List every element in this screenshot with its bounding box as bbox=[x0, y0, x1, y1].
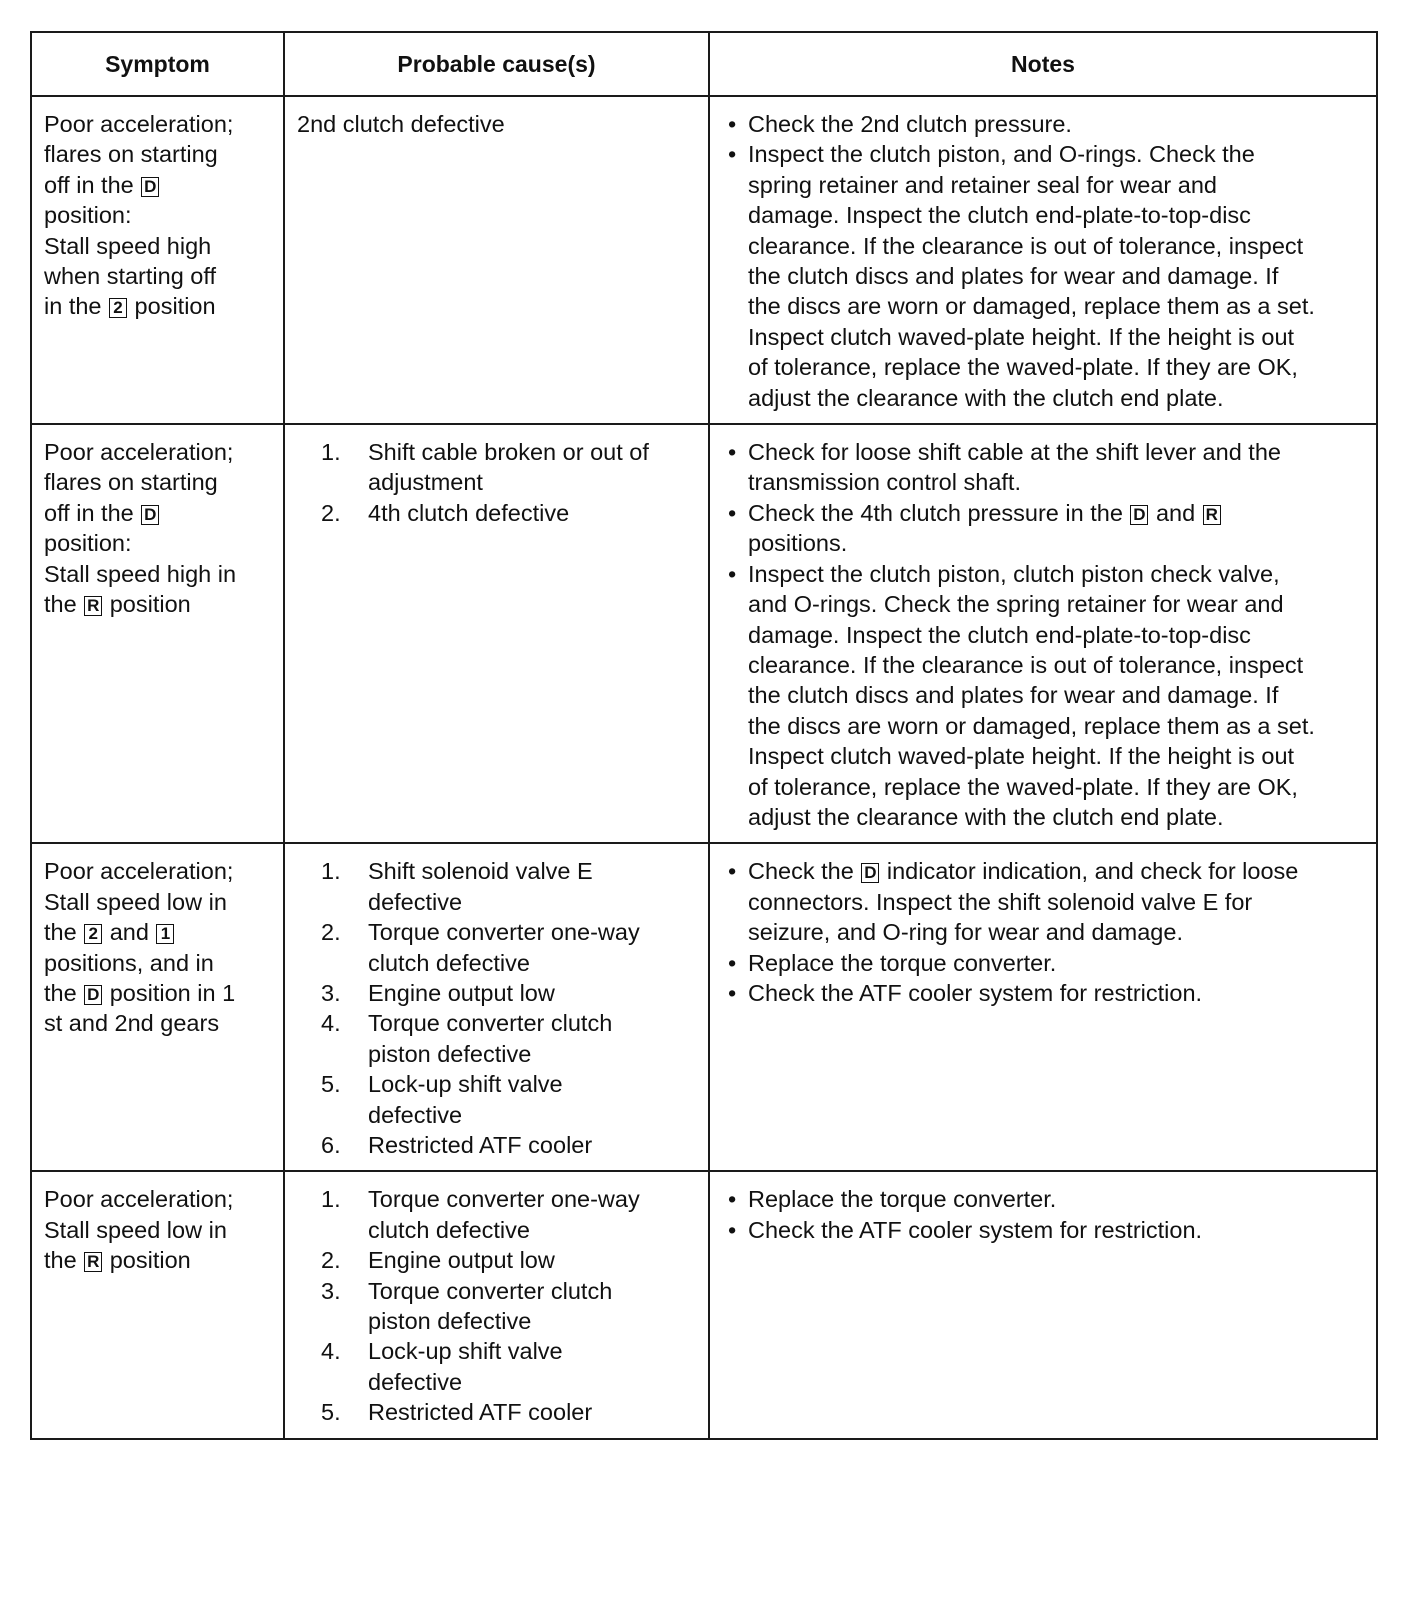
bullet-icon: • bbox=[728, 111, 737, 137]
cause-text bbox=[368, 1336, 698, 1397]
cause-number: 1. bbox=[321, 439, 341, 466]
text-line: st and 2nd gears bbox=[44, 1010, 220, 1037]
text-line: position: bbox=[44, 202, 132, 229]
probable-cause-cell bbox=[284, 424, 709, 843]
text-line: Poor acceleration; bbox=[44, 111, 234, 137]
text-line: clutch defective bbox=[368, 1216, 530, 1243]
cause-item bbox=[321, 1336, 698, 1397]
cause-text bbox=[368, 917, 698, 978]
text-line: the 2 and 1 bbox=[44, 917, 275, 947]
text-line: adjustment bbox=[368, 469, 483, 496]
cause-number: 5. bbox=[321, 1071, 341, 1098]
bullet-icon: • bbox=[728, 439, 737, 466]
text-line: Stall speed low in bbox=[44, 1216, 227, 1243]
symptom-cell bbox=[31, 424, 284, 843]
shift-position-key: D bbox=[141, 177, 159, 197]
cause-item bbox=[321, 498, 698, 528]
text-line: when starting off bbox=[44, 263, 217, 290]
cause-item bbox=[321, 978, 698, 1008]
symptom-cell bbox=[31, 96, 284, 424]
bullet-icon: • bbox=[728, 979, 737, 1006]
text-line: Check the 4th clutch pressure in the D and R bbox=[748, 498, 1366, 528]
text-line: of tolerance, replace the waved-plate. If they are OK, bbox=[748, 773, 1298, 800]
shift-position-key: 1 bbox=[156, 924, 174, 944]
note-item bbox=[724, 559, 1366, 833]
text-line: Torque converter clutch bbox=[368, 1277, 613, 1304]
note-text bbox=[748, 1215, 1366, 1245]
text-line: adjust the clearance with the clutch end plate. bbox=[748, 384, 1224, 411]
header-symptom: Symptom bbox=[31, 32, 284, 96]
text-line: damage. Inspect the clutch end-plate-to-top-disc bbox=[748, 202, 1251, 229]
text-line: off in the D bbox=[44, 170, 275, 200]
note-item bbox=[724, 978, 1366, 1008]
text-line: Torque converter one-way bbox=[368, 919, 640, 946]
text-line: Poor acceleration; bbox=[44, 439, 234, 466]
cause-number: 1. bbox=[321, 858, 341, 885]
text-line: of tolerance, replace the waved-plate. If they are OK, bbox=[748, 354, 1298, 381]
cause-text: 2nd clutch defective bbox=[297, 111, 505, 137]
cause-text bbox=[368, 498, 698, 528]
note-item bbox=[724, 856, 1366, 947]
text-line: flares on starting bbox=[44, 141, 218, 168]
table-row bbox=[31, 1171, 1377, 1438]
table-row bbox=[31, 424, 1377, 843]
text-line: Torque converter one-way bbox=[368, 1186, 640, 1213]
bullet-icon: • bbox=[728, 499, 737, 526]
cause-number: 2. bbox=[321, 919, 341, 946]
text-line: clearance. If the clearance is out of tolerance, inspect bbox=[748, 651, 1304, 678]
text-line: Check the 2nd clutch pressure. bbox=[748, 111, 1072, 137]
text-line: Replace the torque converter. bbox=[748, 949, 1057, 976]
note-item bbox=[724, 1215, 1366, 1245]
cause-number: 3. bbox=[321, 1277, 341, 1304]
text-line: positions. bbox=[748, 530, 848, 557]
note-text bbox=[748, 948, 1366, 978]
cause-text bbox=[368, 1397, 698, 1427]
cause-list bbox=[297, 856, 698, 1160]
notes-cell bbox=[709, 843, 1377, 1171]
cause-number: 2. bbox=[321, 499, 341, 526]
cause-text bbox=[368, 1008, 698, 1069]
text-line: Restricted ATF cooler bbox=[368, 1399, 593, 1426]
probable-cause-cell bbox=[284, 843, 709, 1171]
notes-list bbox=[724, 856, 1366, 1008]
note-text bbox=[748, 437, 1366, 498]
notes-list bbox=[724, 437, 1366, 832]
text-line: the R position bbox=[44, 591, 191, 618]
text-line: Poor acceleration; bbox=[44, 1186, 234, 1213]
bullet-icon: • bbox=[728, 949, 737, 976]
cause-text bbox=[368, 437, 698, 498]
text-line: Check the ATF cooler system for restriction. bbox=[748, 1216, 1203, 1243]
text-line: adjust the clearance with the clutch end plate. bbox=[748, 803, 1224, 830]
text-line: Shift solenoid valve E bbox=[368, 858, 593, 885]
cause-number: 4. bbox=[321, 1338, 341, 1365]
probable-cause-cell bbox=[284, 96, 709, 424]
text-line: Check the D indicator indication, and check for loose bbox=[748, 858, 1299, 885]
shift-position-key: R bbox=[84, 596, 102, 616]
cause-text bbox=[368, 1069, 698, 1130]
cause-number: 6. bbox=[321, 1132, 341, 1158]
note-text bbox=[748, 139, 1366, 413]
cause-item bbox=[321, 917, 698, 978]
text-line: Engine output low bbox=[368, 1247, 555, 1274]
text-line: Stall speed high in bbox=[44, 560, 237, 587]
text-line: Inspect clutch waved-plate height. If the height is out bbox=[748, 743, 1295, 770]
note-item bbox=[724, 1184, 1366, 1214]
text-line: damage. Inspect the clutch end-plate-to-top-disc bbox=[748, 621, 1251, 648]
cause-item bbox=[321, 1008, 698, 1069]
text-line: Check for loose shift cable at the shift lever and the bbox=[748, 439, 1281, 466]
cause-number: 4. bbox=[321, 1010, 341, 1037]
text-line: clutch defective bbox=[368, 949, 530, 976]
note-item bbox=[724, 139, 1366, 413]
text-line: Check the ATF cooler system for restriction. bbox=[748, 979, 1203, 1006]
cause-text bbox=[368, 1130, 698, 1160]
cause-number: 3. bbox=[321, 979, 341, 1006]
text-line: the clutch discs and plates for wear and damage. If bbox=[748, 263, 1279, 290]
text-line: clearance. If the clearance is out of tolerance, inspect bbox=[748, 232, 1304, 259]
cause-number: 1. bbox=[321, 1186, 341, 1213]
note-text bbox=[748, 559, 1366, 833]
text-line: Replace the torque converter. bbox=[748, 1186, 1057, 1213]
header-notes: Notes bbox=[709, 32, 1377, 96]
notes-list bbox=[724, 109, 1366, 413]
note-item bbox=[724, 948, 1366, 978]
bullet-icon: • bbox=[728, 1186, 737, 1213]
cause-item bbox=[321, 1397, 698, 1427]
bullet-icon: • bbox=[728, 1216, 737, 1243]
text-line: seizure, and O-ring for wear and damage. bbox=[748, 919, 1183, 946]
text-line: and O-rings. Check the spring retainer for wear and bbox=[748, 591, 1284, 618]
cause-list bbox=[297, 437, 698, 528]
table-row bbox=[31, 96, 1377, 424]
note-text bbox=[748, 109, 1366, 139]
notes-cell bbox=[709, 1171, 1377, 1438]
text-line: positions, and in bbox=[44, 949, 214, 976]
table-row bbox=[31, 843, 1377, 1171]
symptom-cell bbox=[31, 1171, 284, 1438]
text-line: off in the D bbox=[44, 498, 275, 528]
bullet-icon: • bbox=[728, 141, 737, 168]
note-item bbox=[724, 109, 1366, 139]
cause-item bbox=[321, 1245, 698, 1275]
cause-item bbox=[321, 856, 698, 917]
text-line: position: bbox=[44, 530, 132, 557]
text-line: Engine output low bbox=[368, 979, 555, 1006]
text-line: defective bbox=[368, 1101, 463, 1128]
note-item bbox=[724, 437, 1366, 498]
note-text bbox=[748, 498, 1366, 559]
cause-text bbox=[368, 1245, 698, 1275]
troubleshooting-table bbox=[30, 31, 1378, 1440]
text-line: the clutch discs and plates for wear and damage. If bbox=[748, 682, 1279, 709]
troubleshooting-sheet bbox=[30, 31, 1376, 1440]
text-line: Stall speed low in bbox=[44, 888, 227, 915]
text-line: the discs are worn or damaged, replace them as a set. bbox=[748, 712, 1315, 739]
text-line: Poor acceleration; bbox=[44, 858, 234, 885]
cause-text bbox=[368, 856, 698, 917]
text-line: Inspect the clutch piston, clutch piston check valve, bbox=[748, 560, 1280, 587]
text-line: Restricted ATF cooler bbox=[368, 1132, 593, 1158]
text-line: Torque converter clutch bbox=[368, 1010, 613, 1037]
cause-item bbox=[321, 1276, 698, 1337]
header-row bbox=[31, 32, 1377, 96]
text-line: Lock-up shift valve bbox=[368, 1071, 563, 1098]
text-line: the discs are worn or damaged, replace them as a set. bbox=[748, 293, 1315, 320]
text-line: Stall speed high bbox=[44, 232, 212, 259]
cause-item bbox=[321, 1184, 698, 1245]
text-line: connectors. Inspect the shift solenoid valve E for bbox=[748, 888, 1253, 915]
cause-number: 2. bbox=[321, 1247, 341, 1274]
cause-item bbox=[321, 1069, 698, 1130]
note-text bbox=[748, 1184, 1366, 1214]
probable-cause-cell bbox=[284, 1171, 709, 1438]
text-line: piston defective bbox=[368, 1308, 532, 1335]
shift-position-key: D bbox=[84, 985, 102, 1005]
shift-position-key: R bbox=[84, 1252, 102, 1272]
notes-cell bbox=[709, 424, 1377, 843]
cause-list bbox=[297, 1184, 698, 1427]
note-text bbox=[748, 856, 1366, 947]
notes-cell bbox=[709, 96, 1377, 424]
text-line: spring retainer and retainer seal for wear and bbox=[748, 171, 1217, 198]
cause-item bbox=[321, 1130, 698, 1160]
text-line: in the 2 position bbox=[44, 293, 216, 320]
shift-position-key: R bbox=[1203, 505, 1221, 525]
text-line: piston defective bbox=[368, 1040, 532, 1067]
text-line: Lock-up shift valve bbox=[368, 1338, 563, 1365]
text-line: Shift cable broken or out of bbox=[368, 439, 649, 466]
cause-text bbox=[368, 1276, 698, 1337]
cause-text bbox=[368, 1184, 698, 1245]
shift-position-key: 2 bbox=[109, 298, 127, 318]
text-line: 4th clutch defective bbox=[368, 499, 570, 526]
shift-position-key: D bbox=[861, 863, 879, 883]
symptom-cell bbox=[31, 843, 284, 1171]
text-line: flares on starting bbox=[44, 469, 218, 496]
bullet-icon: • bbox=[728, 560, 737, 587]
cause-text bbox=[368, 978, 698, 1008]
shift-position-key: D bbox=[1130, 505, 1148, 525]
cause-item bbox=[321, 437, 698, 498]
header-probable-cause: Probable cause(s) bbox=[284, 32, 709, 96]
text-line: defective bbox=[368, 1368, 463, 1395]
table-body bbox=[31, 96, 1377, 1439]
text-line: transmission control shaft. bbox=[748, 469, 1021, 496]
shift-position-key: 2 bbox=[84, 924, 102, 944]
cause-number: 5. bbox=[321, 1399, 341, 1426]
shift-position-key: D bbox=[141, 505, 159, 525]
notes-list bbox=[724, 1184, 1366, 1245]
note-text bbox=[748, 978, 1366, 1008]
text-line: Inspect clutch waved-plate height. If the height is out bbox=[748, 323, 1295, 350]
text-line: Inspect the clutch piston, and O-rings. Check the bbox=[748, 141, 1255, 168]
bullet-icon: • bbox=[728, 858, 737, 885]
text-line: defective bbox=[368, 888, 463, 915]
note-item bbox=[724, 498, 1366, 559]
text-line: the D position in 1 bbox=[44, 979, 236, 1006]
text-line: the R position bbox=[44, 1247, 191, 1274]
